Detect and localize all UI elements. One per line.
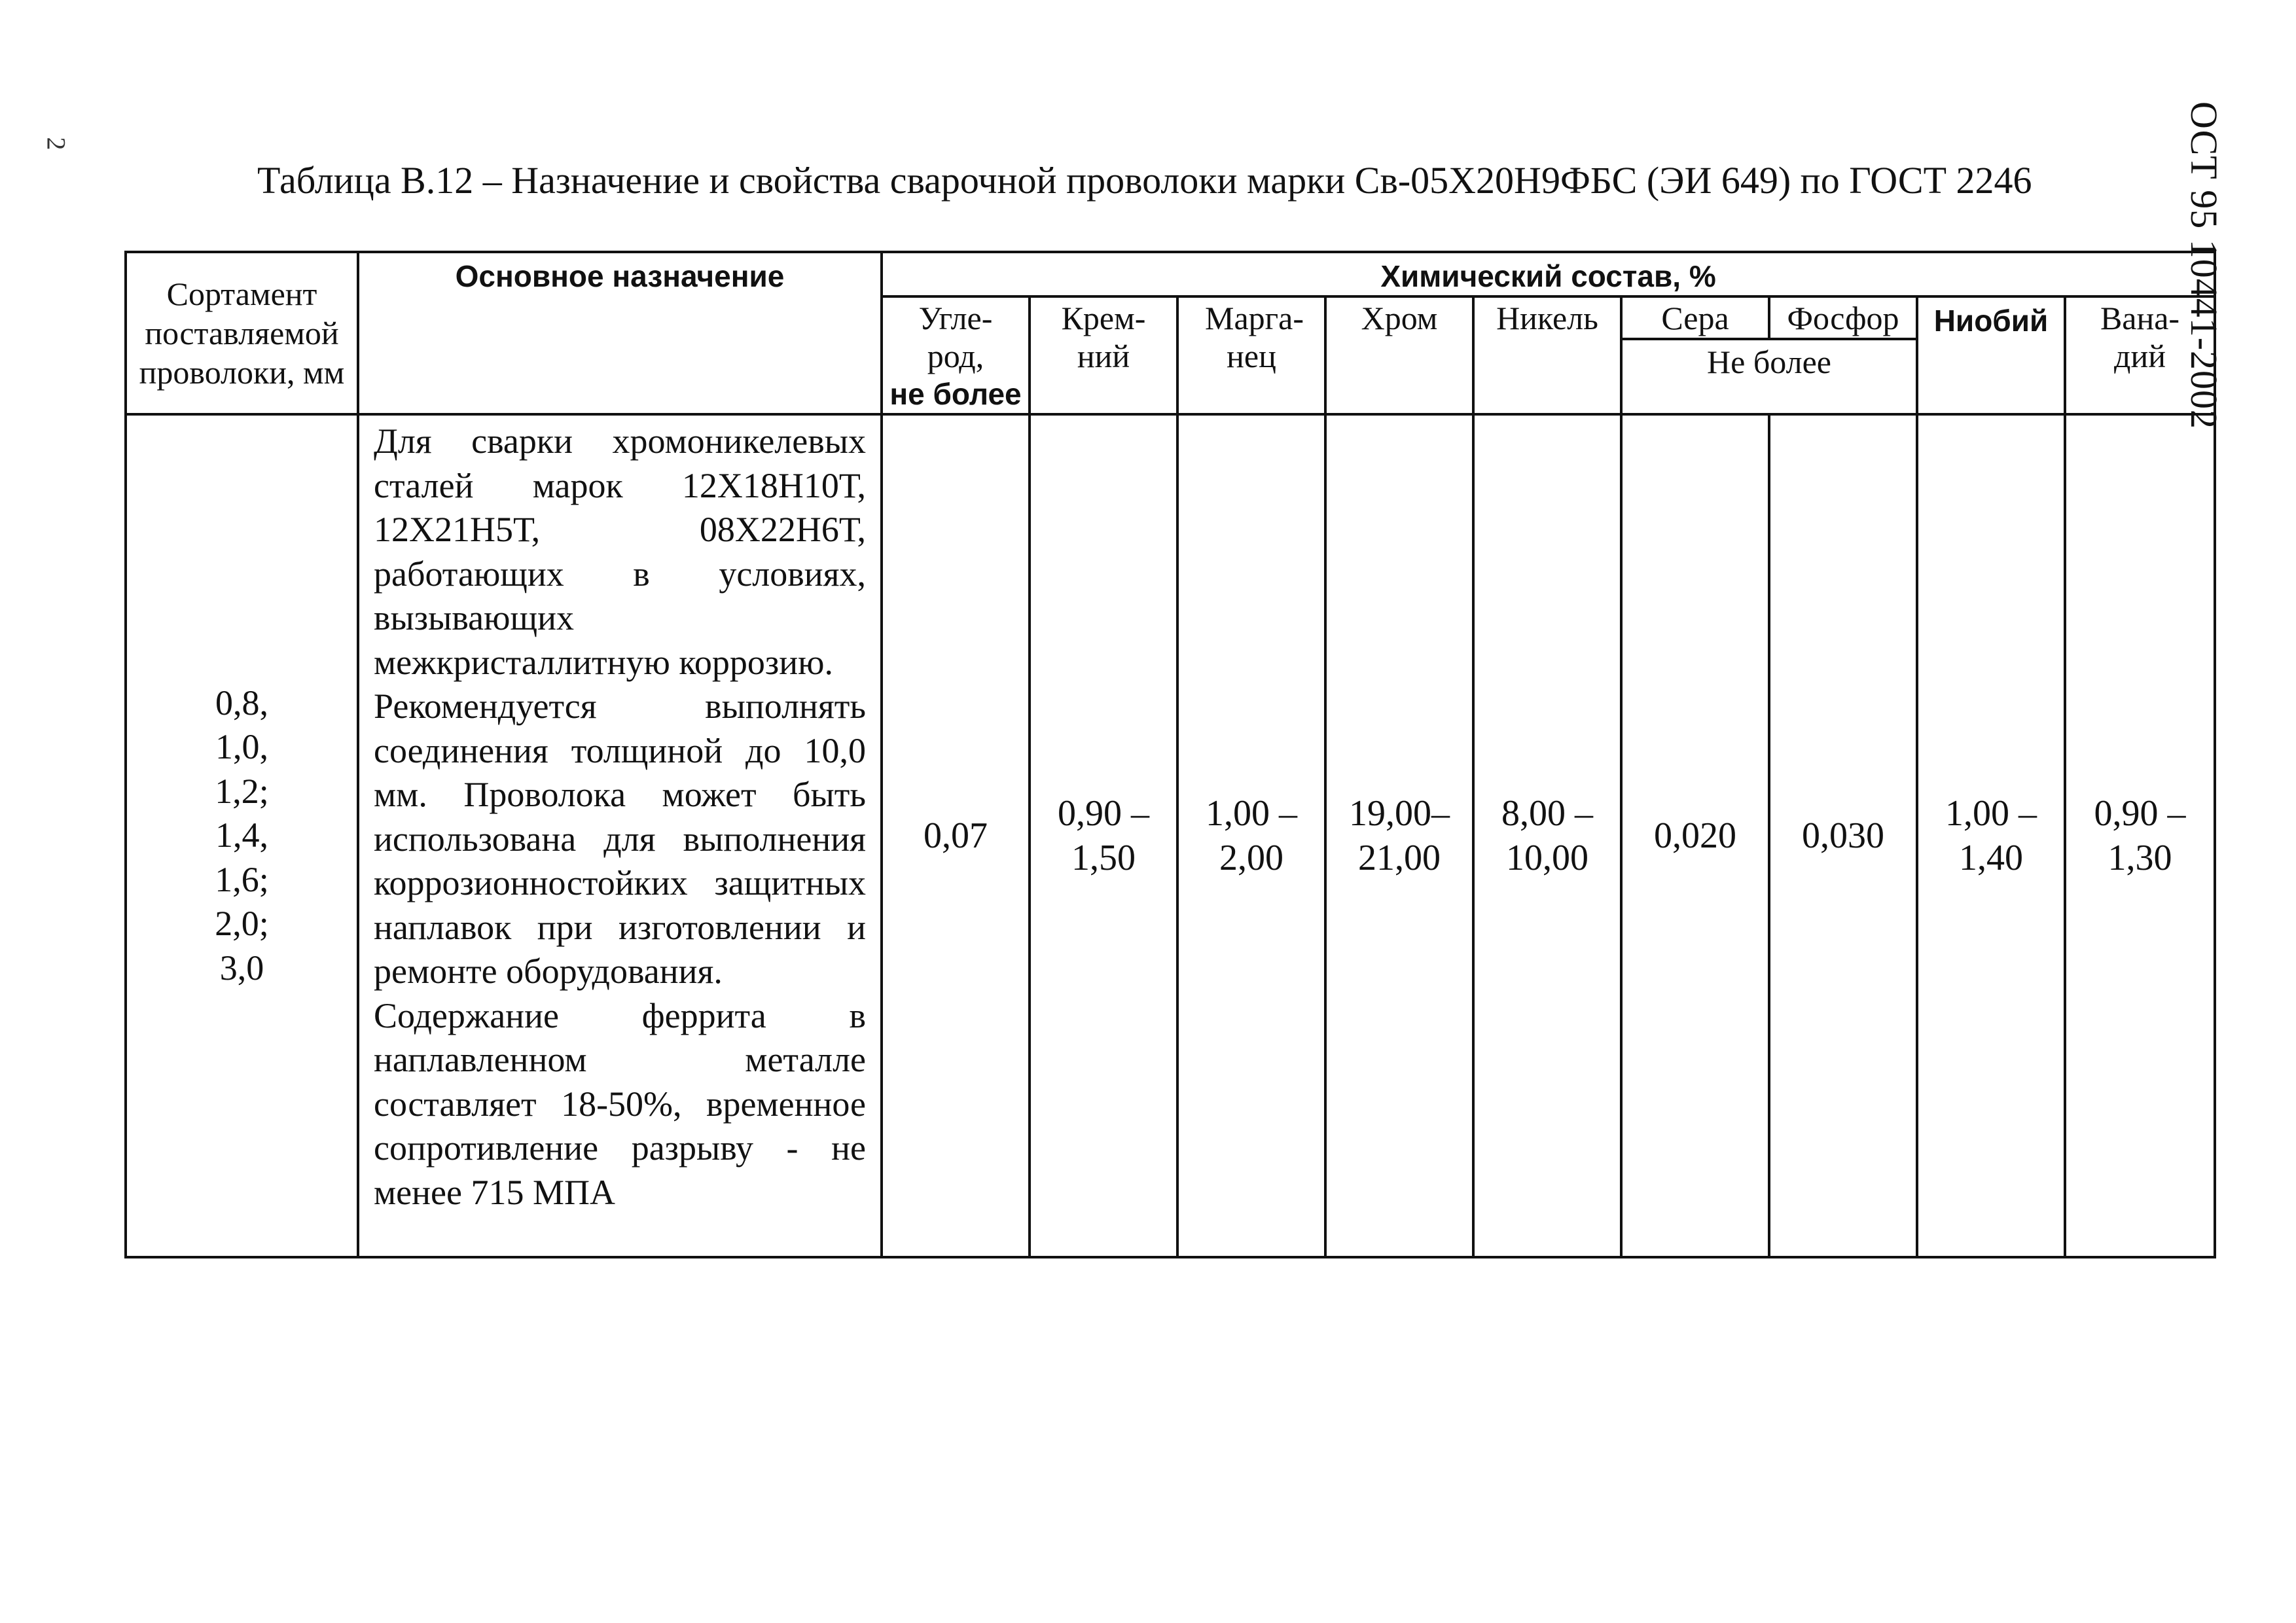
value-line: 0,90 – <box>2094 793 2186 834</box>
value-line: 1,00 – <box>1945 793 2037 834</box>
document-code: ОСТ 95 10441-2002 <box>2183 101 2225 430</box>
header-nickel: Никель <box>1473 296 1621 414</box>
value-line: 0,90 – <box>1058 793 1149 834</box>
page-mark: 2 <box>41 137 71 151</box>
value-line: 21,00 <box>1358 838 1441 878</box>
value-sulfur: 0,020 <box>1621 414 1769 1257</box>
header-not-more: Не более <box>1621 339 1917 414</box>
value-line: 1,00 – <box>1206 793 1297 834</box>
value-line: 1,50 <box>1071 838 1136 878</box>
header-sulfur: Сера <box>1621 296 1769 339</box>
value-line: 19,00– <box>1349 793 1450 834</box>
value-chromium <box>1325 414 1473 1257</box>
value-line: 1,30 <box>2108 838 2172 878</box>
purpose-text <box>358 414 882 1257</box>
size-item: 0,8, <box>215 683 268 722</box>
size-item: 2,0; <box>215 904 269 944</box>
header-carbon <box>882 296 1030 414</box>
value-niobium <box>1917 414 2065 1257</box>
header-chemical-composition: Химический состав, % <box>882 252 2215 296</box>
header-assortment: Сортамент поставляемой проволоки, мм <box>126 252 358 414</box>
header-row-1 <box>126 252 2215 296</box>
value-vanadium <box>2065 414 2215 1257</box>
header-silicon: Крем-ний <box>1030 296 1177 414</box>
header-purpose: Основное назначение <box>358 252 882 414</box>
header-carbon-note: не более <box>889 377 1022 411</box>
header-niobium: Ниобий <box>1917 296 2065 414</box>
purpose-paragraph: Рекомендуется выполнять соединения толщиной до 10,0 мм. Проволока может быть использована для выполнения коррозионностойких защитных наплавок при изготовлении и ремонте оборудования. <box>374 687 866 991</box>
header-manganese: Марга-нец <box>1177 296 1325 414</box>
value-manganese <box>1177 414 1325 1257</box>
value-line: 1,40 <box>1959 838 2023 878</box>
value-line: 2,00 <box>1219 838 1283 878</box>
size-item: 1,0, <box>215 727 268 767</box>
table-title: Таблица В.12 – Назначение и свойства сварочной проволоки марки Св-05Х20Н9ФБС (ЭИ 649) по ГОСТ 2246 <box>257 159 2032 202</box>
purpose-paragraph: Содержание феррита в наплавленном металле составляет 18-50%, временное сопротивление разрыву - не менее 715 МПА <box>374 995 866 1212</box>
value-line: 10,00 <box>1506 838 1588 878</box>
value-carbon: 0,07 <box>882 414 1030 1257</box>
value-phosphorus: 0,030 <box>1769 414 1917 1257</box>
header-carbon-label: Угле-род, <box>918 300 993 374</box>
table-row <box>126 414 2215 1257</box>
header-phosphorus: Фосфор <box>1769 296 1917 339</box>
header-vanadium: Вана-дий <box>2065 296 2215 414</box>
welding-wire-table <box>124 251 2216 1258</box>
purpose-paragraph: Для сварки хромоникелевых сталей марок 12Х18Н10Т, 12Х21Н5Т, 08Х22Н6Т, работающих в условиях, вызывающих межкристаллитную коррозию. <box>374 421 866 682</box>
header-chromium: Хром <box>1325 296 1473 414</box>
size-item: 1,2; <box>215 771 269 811</box>
value-silicon <box>1030 414 1177 1257</box>
size-item: 3,0 <box>219 948 264 988</box>
value-line: 8,00 – <box>1501 793 1593 834</box>
size-item: 1,4, <box>215 815 268 855</box>
assortment-sizes <box>126 414 358 1257</box>
value-nickel <box>1473 414 1621 1257</box>
size-item: 1,6; <box>215 859 269 899</box>
